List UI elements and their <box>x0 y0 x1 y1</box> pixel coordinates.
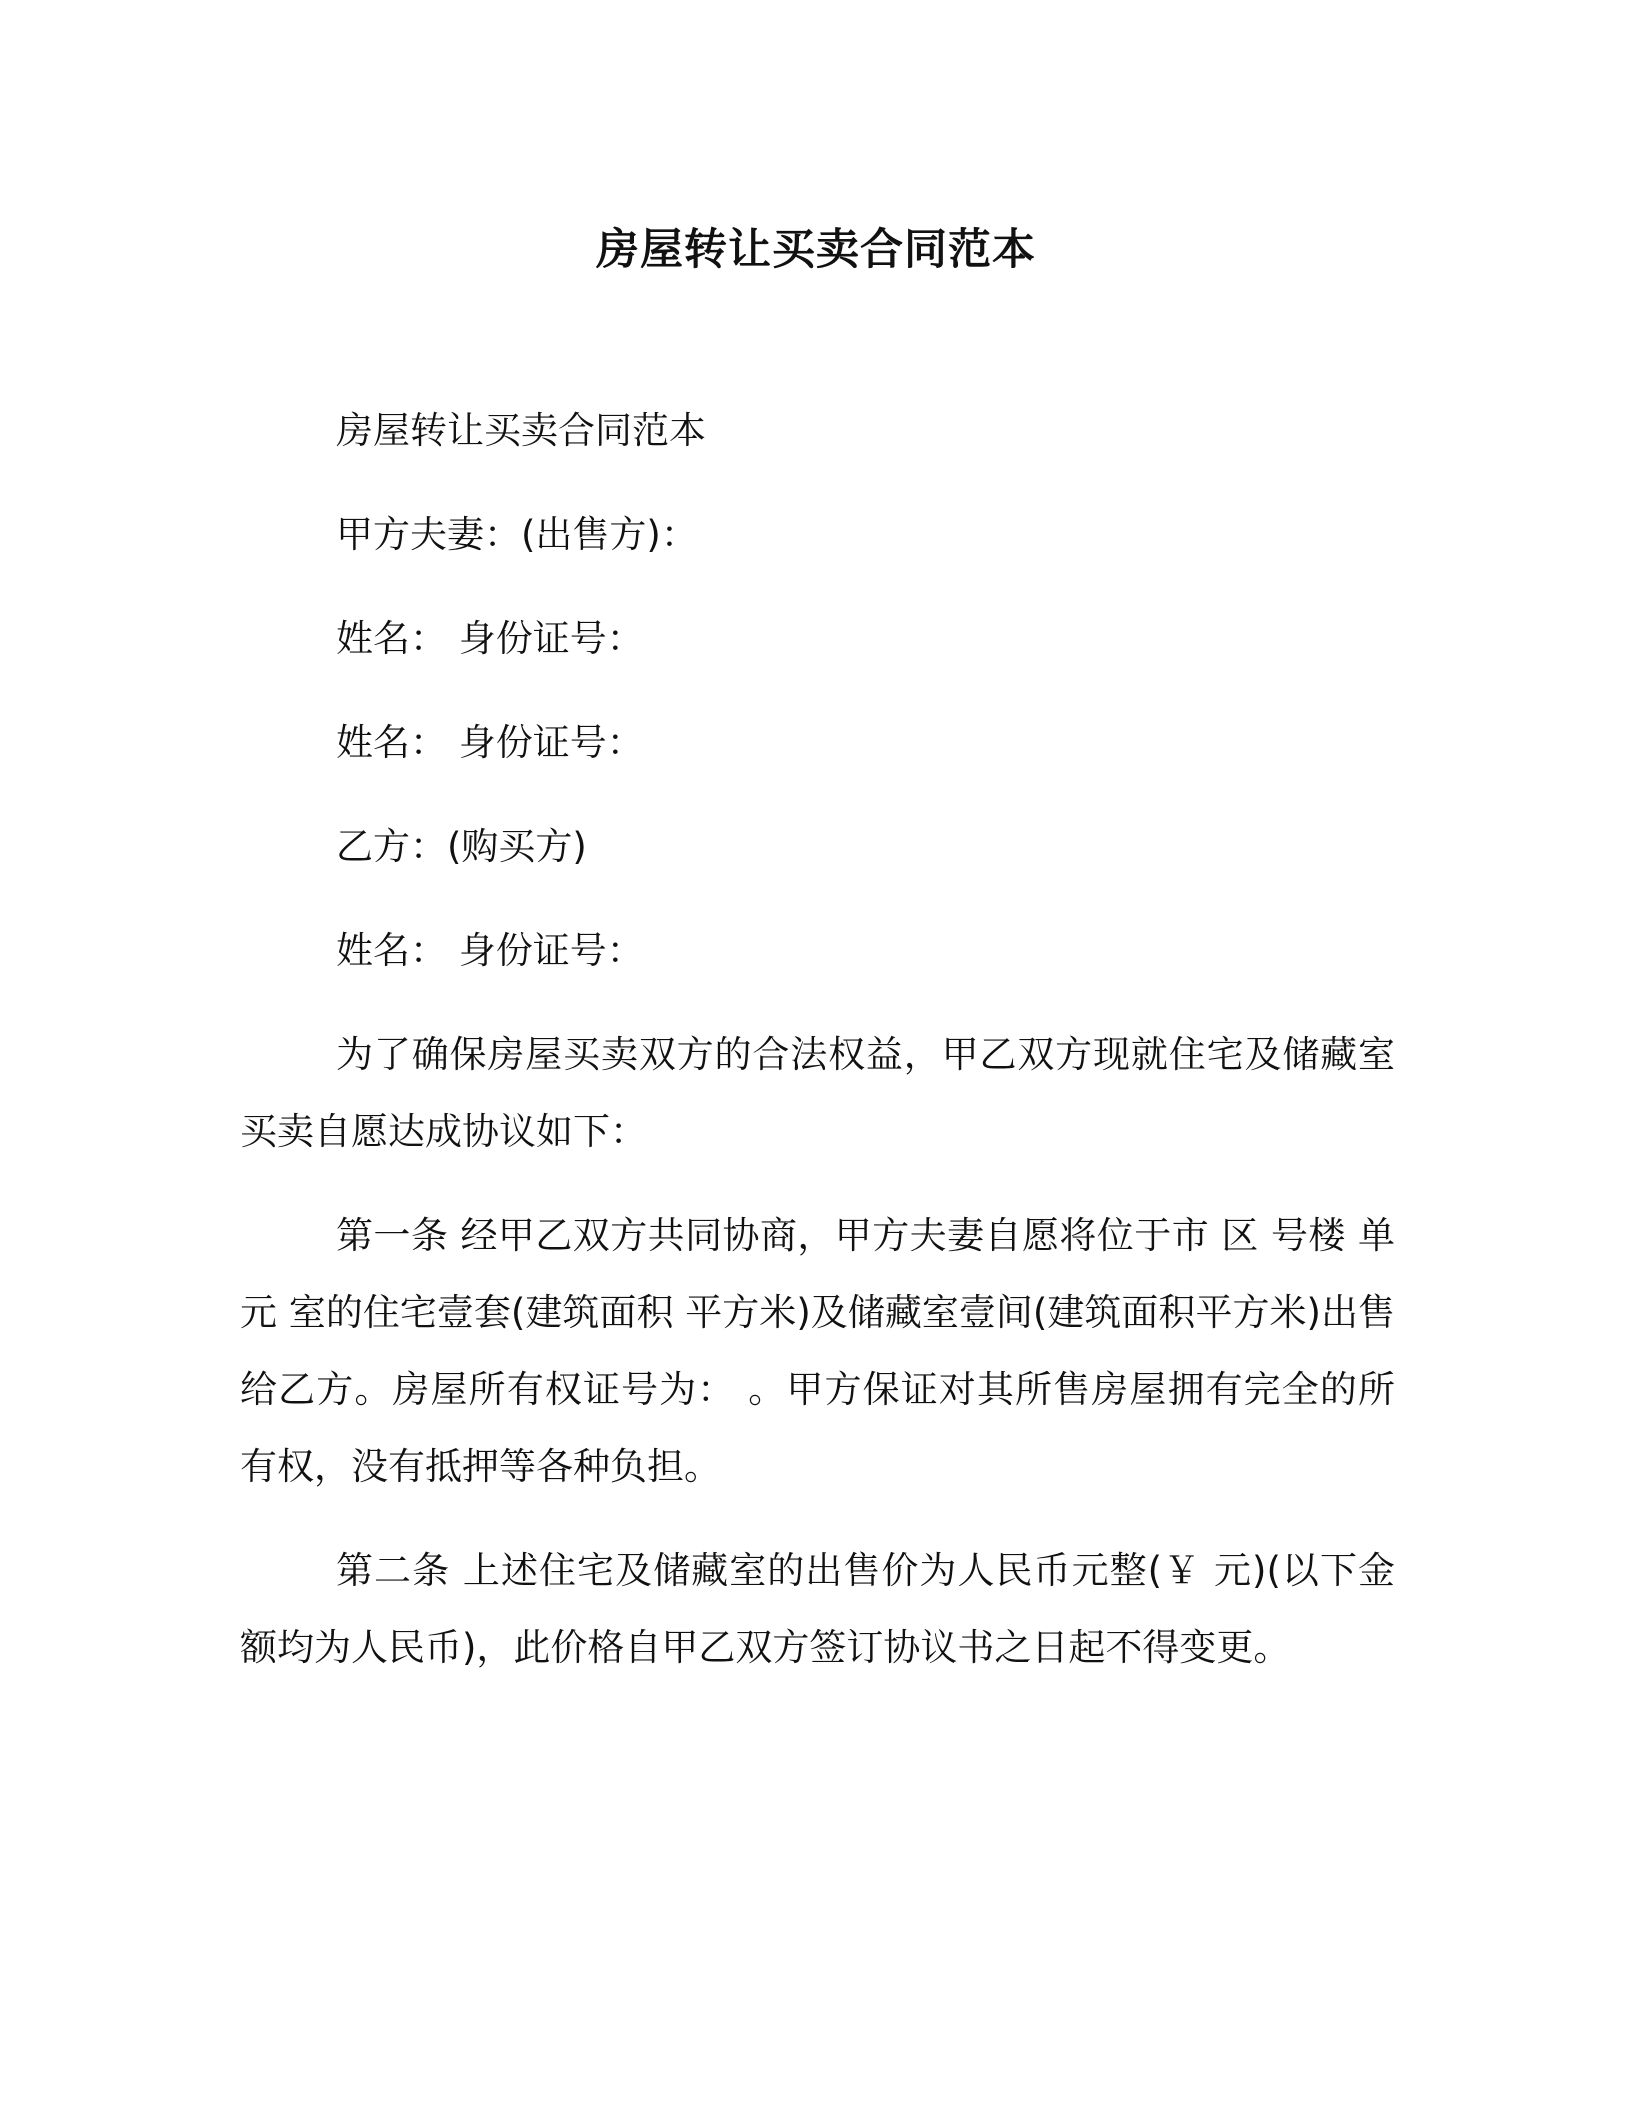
party-b-person: 姓名： 身份证号： <box>336 929 644 972</box>
party-b-heading: 乙方：(购买方) <box>336 825 587 868</box>
party-a-person-2: 姓名： 身份证号： <box>336 721 644 764</box>
document-body <box>240 392 1395 1713</box>
article-1-paragraph: 第一条 经甲乙双方共同协商，甲方夫妻自愿将位于市 区 号楼 单元 室的住宅壹套(建筑面积 平方米)及储藏室壹间(建筑面积平方米)出售给乙方。房屋所有权证号为： 。甲方保证对其所售房屋拥有完全的所有权，没有抵押等各种负担。 <box>240 1214 1395 1488</box>
preamble-paragraph: 为了确保房屋买卖双方的合法权益，甲乙双方现就住宅及储藏室买卖自愿达成协议如下： <box>240 1033 1395 1153</box>
article-2-paragraph: 第二条 上述住宅及储藏室的出售价为人民币元整(￥ 元)(以下金额均为人民币)，此价格自甲乙双方签订协议书之日起不得变更。 <box>240 1549 1395 1669</box>
subtitle-paragraph: 房屋转让买卖合同范本 <box>336 409 706 452</box>
party-a-heading: 甲方夫妻：(出售方)： <box>336 513 698 556</box>
party-a-person-1: 姓名： 身份证号： <box>336 617 644 660</box>
document-title: 房屋转让买卖合同范本 <box>596 225 1036 275</box>
